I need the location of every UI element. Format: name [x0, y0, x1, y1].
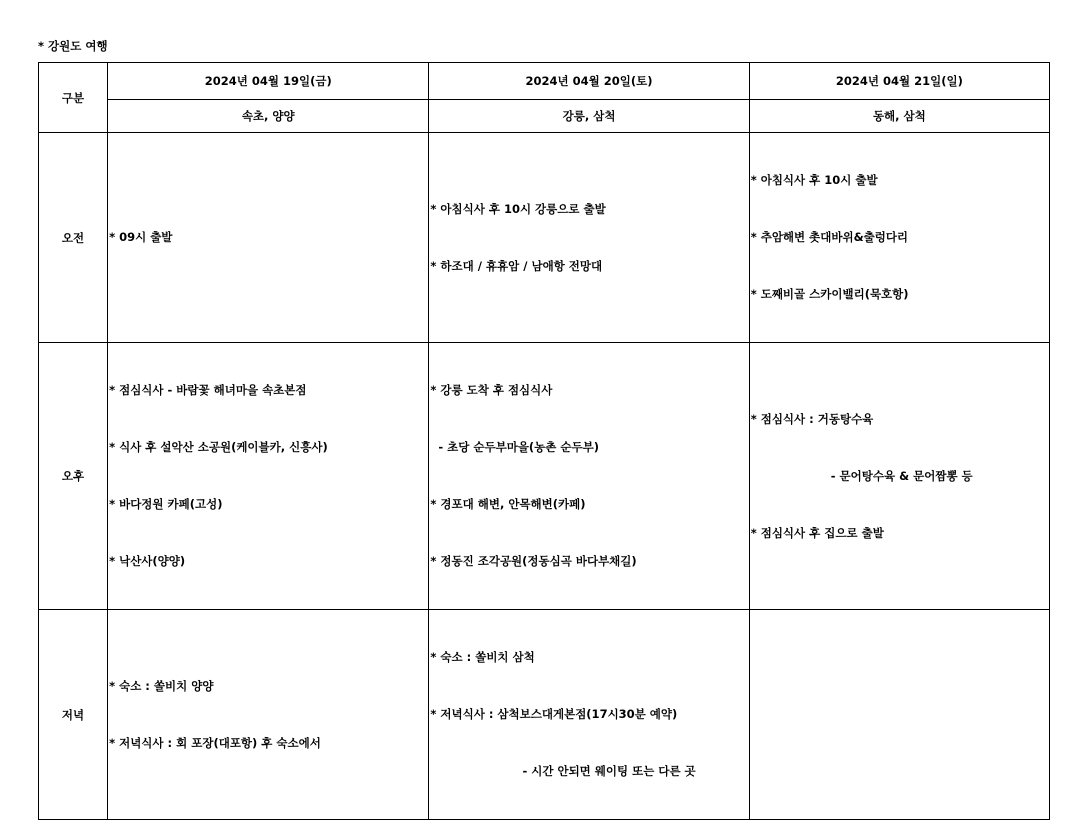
morning-day1-line: * 09시 출발: [109, 230, 173, 244]
afternoon-day1-line: * 낙산사(양양): [109, 554, 186, 568]
afternoon-day2-line: * 경포대 해변, 안목해변(카페): [430, 497, 586, 511]
evening-day1-line: * 저녁식사 : 회 포장(대포항) 후 숙소에서: [109, 735, 321, 750]
day2-region-header: 강릉, 삼척: [429, 100, 749, 133]
afternoon-day3-line: - 문어탕수육 & 문어짬뽕 등: [750, 468, 973, 483]
afternoon-day1-line: * 식사 후 설악산 소공원(케이블카, 신흥사): [109, 440, 328, 454]
afternoon-day1-line: * 점심식사 - 바람꽃 해녀마을 속초본점: [109, 383, 307, 397]
day1-region-header: 속초, 양양: [108, 100, 429, 133]
morning-day3-cell: [749, 133, 1049, 343]
day2-date-header: 2024년 04월 20일(토): [429, 63, 749, 100]
day3-region-header: 동해, 삼척: [749, 100, 1049, 133]
evening-day2-line: * 저녁식사 : 삼척보스대게본점(17시30분 예약): [430, 707, 678, 721]
region-header-row: [39, 100, 1050, 133]
afternoon-day3-cell: [749, 343, 1049, 610]
afternoon-day1-cell: [108, 343, 429, 610]
day3-date-header: 2024년 04월 21일(일): [749, 63, 1049, 100]
evening-day1-cell: [108, 610, 429, 820]
morning-day2-line: * 하조대 / 휴휴암 / 남애항 전망대: [430, 258, 603, 273]
afternoon-row: [39, 343, 1050, 610]
evening-day1-line: * 숙소 : 쏠비치 양양: [109, 678, 214, 693]
morning-day1-cell: [108, 133, 429, 343]
afternoon-day2-cell: [429, 343, 749, 610]
morning-row-label: 오전: [39, 133, 108, 343]
afternoon-day2-line: - 초당 순두부마을(농촌 순두부): [430, 440, 599, 454]
day1-date-header: 2024년 04월 19일(금): [108, 63, 429, 100]
evening-row-label: 저녁: [39, 610, 108, 820]
morning-day3-line: * 도째비골 스카이밸리(묵호항): [750, 287, 909, 301]
evening-day2-line: * 숙소 : 쏠비치 삼척: [430, 650, 535, 664]
afternoon-day1-line: * 바다정원 카페(고성): [109, 497, 223, 511]
morning-row: [39, 133, 1050, 343]
afternoon-day2-line: * 정동진 조각공원(정동심곡 바다부채길): [430, 554, 637, 568]
evening-day3-cell: [749, 610, 1049, 820]
travel-schedule-table: [38, 62, 1050, 820]
evening-day2-line: - 시간 안되면 웨이팅 또는 다른 곳: [430, 764, 696, 778]
evening-row: [39, 610, 1050, 820]
morning-day3-line: * 추암해변 촛대바위&출렁다리: [750, 230, 909, 244]
evening-day2-cell: [429, 610, 749, 820]
morning-day2-line: * 아침식사 후 10시 강릉으로 출발: [430, 201, 606, 216]
morning-day2-cell: [429, 133, 749, 343]
afternoon-day3-line: * 점심식사 : 거동탕수육: [750, 411, 874, 426]
afternoon-day3-line: * 점심식사 후 집으로 출발: [750, 525, 884, 540]
afternoon-day2-line: * 강릉 도착 후 점심식사: [430, 383, 553, 397]
date-header-row: [39, 63, 1050, 100]
afternoon-row-label: 오후: [39, 343, 108, 610]
document-title: * 강원도 여행: [38, 39, 108, 53]
morning-day3-line: * 아침식사 후 10시 출발: [750, 173, 878, 187]
category-header: 구분: [39, 63, 108, 133]
